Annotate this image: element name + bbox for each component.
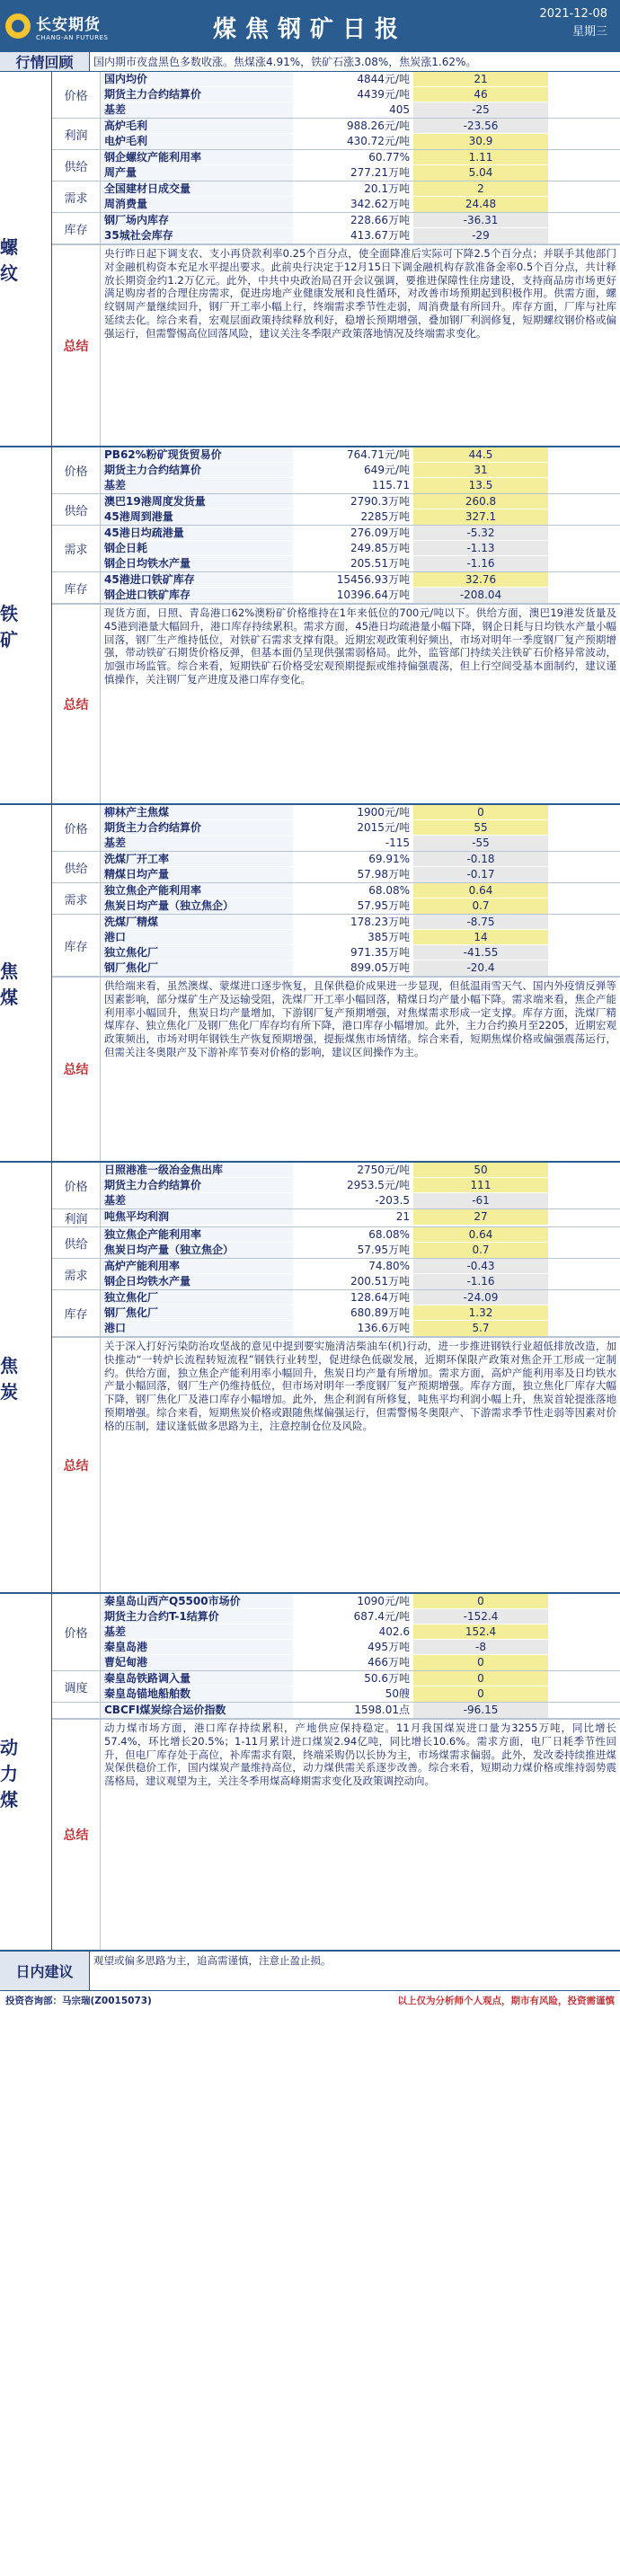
metric-value: 74.80% <box>293 1259 413 1273</box>
metric-name: 35城社会库存 <box>101 228 293 243</box>
metric-value: 764.71元/吨 <box>293 447 413 462</box>
metric-change: 0 <box>413 805 548 819</box>
metric-change: 5.7 <box>413 1321 548 1336</box>
metric-row <box>101 463 620 478</box>
metric-row <box>101 447 620 463</box>
metric-value: 276.09万吨 <box>293 526 413 540</box>
metric-value: -115 <box>293 836 413 851</box>
metric-row <box>101 134 620 149</box>
metric-row <box>101 1640 620 1655</box>
metric-name: 高炉毛利 <box>101 119 293 133</box>
metric-group <box>52 181 620 213</box>
section-summary <box>52 604 620 803</box>
metric-change: 1.32 <box>413 1306 548 1320</box>
metric-value: 342.62万吨 <box>293 197 413 212</box>
metric-group <box>52 1594 620 1671</box>
metric-change: 32.76 <box>413 572 548 587</box>
metric-row <box>101 805 620 820</box>
market-review-label: 行情回顾 <box>0 52 90 71</box>
metric-group <box>52 1703 620 1719</box>
metric-change: -25 <box>413 102 548 118</box>
metric-category: 需求 <box>52 181 101 212</box>
metric-value: 228.66万吨 <box>293 213 413 227</box>
metric-name: 钢企日均铁水产量 <box>101 556 293 571</box>
metric-value: -203.5 <box>293 1193 413 1208</box>
metric-row <box>101 1624 620 1640</box>
metric-change: 152.4 <box>413 1624 548 1639</box>
metric-change: 46 <box>413 87 548 102</box>
metric-name: 钢厂场内库存 <box>101 213 293 227</box>
metric-change: -96.15 <box>413 1703 548 1718</box>
metric-value: 178.23万吨 <box>293 915 413 929</box>
metric-row <box>101 526 620 541</box>
metric-change: -20.4 <box>413 960 548 976</box>
metric-name: 焦炭日均产量（独立焦企） <box>101 899 293 914</box>
metric-name: 独立焦化厂 <box>101 945 293 960</box>
metric-name: 焦炭日均产量（独立焦企） <box>101 1243 293 1258</box>
metric-change: 111 <box>413 1178 548 1192</box>
metric-name: 曹妃甸港 <box>101 1655 293 1670</box>
metric-value: 200.51万吨 <box>293 1274 413 1289</box>
logo-name-cn: 长安期货 <box>36 15 101 34</box>
metric-change: 0 <box>413 1594 548 1608</box>
metric-value: 57.95万吨 <box>293 1243 413 1258</box>
metric-name: 钢厂焦化厂 <box>101 1306 293 1320</box>
summary-label: 总结 <box>52 978 101 1161</box>
metric-name: 基差 <box>101 102 293 118</box>
metric-group <box>52 526 620 572</box>
metric-row <box>101 820 620 836</box>
metric-value: 430.72元/吨 <box>293 134 413 149</box>
metric-group <box>52 1671 620 1703</box>
metric-row <box>101 915 620 930</box>
metric-row <box>101 1306 620 1321</box>
metric-name: 秦皇岛山西产Q5500市场价 <box>101 1594 293 1608</box>
metric-name: 钢企日耗 <box>101 541 293 555</box>
metric-change: -1.16 <box>413 556 548 571</box>
metric-name: 独立焦化厂 <box>101 1290 293 1305</box>
metric-value: 205.51万吨 <box>293 556 413 571</box>
section-name: 动力煤 <box>0 1594 52 1950</box>
metric-value: 413.67万吨 <box>293 228 413 243</box>
summary-label: 总结 <box>52 605 101 803</box>
metric-group <box>52 1227 620 1259</box>
metric-value: 649元/吨 <box>293 463 413 477</box>
summary-label: 总结 <box>52 245 101 446</box>
metric-value: 68.08% <box>293 883 413 898</box>
metric-change: 0 <box>413 1671 548 1686</box>
metric-row <box>101 960 620 976</box>
intraday-advice <box>0 1952 620 1991</box>
metric-row <box>101 102 620 118</box>
report-footer <box>0 1991 620 2010</box>
metric-row <box>101 1163 620 1178</box>
metric-category: 供给 <box>52 150 101 181</box>
metric-row <box>101 867 620 882</box>
metric-row <box>101 213 620 228</box>
metric-category: 价格 <box>52 1163 101 1208</box>
section-4 <box>0 1594 620 1952</box>
metric-change: 44.5 <box>413 447 548 462</box>
metric-row <box>101 1594 620 1609</box>
summary-text: 供给端来看，虽然澳煤、蒙煤进口逐步恢复，且保供稳价成果进一步显现，但低温雨雪天气、国内外疫情反弹等因素影响，部分煤矿生产及运输受阻，洗煤厂开工率小幅回落，精煤日均产量小幅下降。需求端来看，焦企产能利用率小幅回升，焦炭日均产量增加，下游钢厂复产预期增强，对焦煤需求形成一定支撑。库存方面，洗煤厂精煤库存、独立焦化厂及钢厂焦化厂库存均有所下降，港口库存小幅增加。此外，主力合约换月至2205，近期宏观政策频出，市场对明年钢铁生产恢复预期增强，提振煤焦市场情绪。综合来看，短期焦煤价格或偏强震荡运行，但需关注冬奥限产及下游补库节奏对价格的影响，建议区间操作为主。 <box>104 979 616 1058</box>
metric-name: 洗煤厂开工率 <box>101 852 293 866</box>
metric-row <box>101 1209 620 1225</box>
metric-category: 价格 <box>52 1594 101 1670</box>
metric-name: 港口 <box>101 1321 293 1336</box>
logo-name-en: CHANG-AN FUTURES <box>36 33 109 41</box>
section-body <box>52 1594 620 1950</box>
risk-disclaimer: 以上仅为分析师个人观点，期市有风险，投资需谨慎 <box>397 1996 615 2006</box>
metric-group <box>52 852 620 883</box>
metric-name: 电炉毛利 <box>101 134 293 149</box>
metric-name: 45港日均疏港量 <box>101 526 293 540</box>
metric-value: 60.77% <box>293 150 413 164</box>
metric-row <box>101 541 620 556</box>
metric-value: 136.6万吨 <box>293 1321 413 1336</box>
metric-value: 385万吨 <box>293 930 413 944</box>
intraday-advice-label: 日内建议 <box>0 1952 90 1990</box>
metric-row <box>101 509 620 525</box>
market-review-text: 国内期市夜盘黑色多数收涨。焦煤涨4.91%，铁矿石涨3.08%，焦炭涨1.62%。 <box>93 56 477 68</box>
metric-name: 基差 <box>101 1624 293 1639</box>
metric-row <box>101 181 620 197</box>
metric-category: 调度 <box>52 1671 101 1702</box>
metric-group <box>52 447 620 494</box>
metric-name: 45港周到港量 <box>101 509 293 525</box>
metric-group <box>52 572 620 604</box>
metric-name: 45港进口铁矿库存 <box>101 572 293 587</box>
metric-group <box>52 1163 620 1209</box>
metric-group <box>52 119 620 150</box>
metric-name: 周产量 <box>101 165 293 181</box>
metric-change: 1.11 <box>413 150 548 164</box>
metric-row <box>101 1671 620 1686</box>
metric-value: 1900元/吨 <box>293 805 413 819</box>
metric-name: 期货主力合约结算价 <box>101 87 293 102</box>
metric-name: 国内均价 <box>101 72 293 86</box>
metric-category: 需求 <box>52 883 101 914</box>
section-2 <box>0 805 620 1163</box>
metric-row <box>101 572 620 588</box>
metric-row <box>101 1686 620 1702</box>
metric-change: -1.16 <box>413 1274 548 1289</box>
metric-change: -36.31 <box>413 213 548 227</box>
metric-name: 洗煤厂精煤 <box>101 915 293 929</box>
metric-category: 库存 <box>52 1290 101 1336</box>
metric-category: 库存 <box>52 915 101 976</box>
metric-group <box>52 805 620 852</box>
metric-row <box>101 899 620 914</box>
metric-row <box>101 930 620 945</box>
metric-row <box>101 1703 620 1718</box>
metric-value: 50.6万吨 <box>293 1671 413 1686</box>
metric-change: 260.8 <box>413 494 548 509</box>
metric-change: 24.48 <box>413 197 548 212</box>
metric-name: 钢厂焦化厂 <box>101 960 293 976</box>
section-summary <box>52 244 620 446</box>
metric-name: 期货主力合约结算价 <box>101 1178 293 1192</box>
metric-value: 2953.5元/吨 <box>293 1178 413 1192</box>
section-name: 焦煤 <box>0 805 52 1161</box>
metric-value: 1598.01点 <box>293 1703 413 1718</box>
metric-row <box>101 1243 620 1258</box>
section-1 <box>0 447 620 805</box>
metric-value: 466万吨 <box>293 1655 413 1670</box>
metric-group <box>52 883 620 915</box>
metric-name: 基差 <box>101 478 293 493</box>
metric-category: 库存 <box>52 213 101 243</box>
metric-row <box>101 1259 620 1274</box>
metric-change: -0.18 <box>413 852 548 866</box>
market-review <box>0 52 620 72</box>
metric-value: 402.6 <box>293 1624 413 1639</box>
metric-value: 15456.93万吨 <box>293 572 413 587</box>
metric-name: 基差 <box>101 836 293 851</box>
metric-name: 基差 <box>101 1193 293 1208</box>
section-name: 铁矿 <box>0 447 52 803</box>
section-body <box>52 72 620 446</box>
metric-name: 期货主力合约结算价 <box>101 820 293 835</box>
metric-row <box>101 228 620 243</box>
summary-text: 关于深入打好污染防治攻坚战的意见中提到要实施清洁柴油车(机)行动，进一步推进钢铁行业超低排放改造，加快推动“一转炉长流程转短流程”钢铁行业转型，促进绿色低碳发展，近期环保限产政策对焦企开工形成一定制约。供给方面，独立焦企产能利用率小幅回升，焦炭日均产量有所增加。需求方面，高炉产能利用率及日均铁水产量小幅回落，钢厂生产仍维持低位，但市场对明年一季度钢厂复产预期增强。库存方面，独立焦化厂库存大幅下降，钢厂焦化厂及港口库存小幅增加。此外，焦企利润有所修复，吨焦平均利润小幅上升，焦炭首轮提涨落地预期增强。综合来看，短期焦炭价格或跟随焦煤偏强运行，但需警惕冬奥限产、下游需求季节性走弱等因素对价格的压制，建议逢低做多思路为主，注意控制仓位及风险。 <box>104 1340 616 1432</box>
metric-row <box>101 1655 620 1670</box>
metric-category: 供给 <box>52 852 101 882</box>
metric-value: 687.4元/吨 <box>293 1609 413 1624</box>
section-body <box>52 1163 620 1592</box>
metric-value: 2750元/吨 <box>293 1163 413 1177</box>
metric-name: 钢企螺纹产能利用率 <box>101 150 293 164</box>
metric-value: 2015元/吨 <box>293 820 413 835</box>
metric-value: 68.08% <box>293 1227 413 1242</box>
metric-value: 495万吨 <box>293 1640 413 1654</box>
metric-value: 405 <box>293 102 413 118</box>
commodity-sections <box>0 72 620 1952</box>
metric-name: 周消费量 <box>101 197 293 212</box>
metric-change: 5.04 <box>413 165 548 181</box>
metric-change: 0 <box>413 1686 548 1702</box>
metric-group <box>52 72 620 119</box>
summary-label: 总结 <box>52 1338 101 1592</box>
metric-value: 2285万吨 <box>293 509 413 525</box>
report-date: 2021-12-08 <box>539 7 607 21</box>
metric-change: 30.9 <box>413 134 548 149</box>
metric-name: 日照港准一级冶金焦出库 <box>101 1163 293 1177</box>
metric-row <box>101 556 620 571</box>
metric-name: 钢企进口铁矿库存 <box>101 588 293 603</box>
metric-name: 秦皇岛铁路调入量 <box>101 1671 293 1686</box>
metric-name: 独立焦企产能利用率 <box>101 883 293 898</box>
metric-row <box>101 165 620 181</box>
metric-category: 利润 <box>52 119 101 149</box>
metric-row <box>101 1227 620 1243</box>
metric-name: 柳林产主焦煤 <box>101 805 293 819</box>
metric-value: 1090元/吨 <box>293 1594 413 1608</box>
metric-value: 115.71 <box>293 478 413 493</box>
metric-row <box>101 588 620 603</box>
metric-row <box>101 72 620 87</box>
metric-name: 期货主力合约T-1结算价 <box>101 1609 293 1624</box>
metric-change: 2 <box>413 181 548 196</box>
metric-change: -23.56 <box>413 119 548 133</box>
metric-change: 0.7 <box>413 1243 548 1258</box>
metric-change: 327.1 <box>413 509 548 525</box>
metric-name: CBCFI煤炭综合运价指数 <box>101 1703 293 1718</box>
metric-group <box>52 915 620 977</box>
metric-name: 秦皇岛港 <box>101 1640 293 1654</box>
metric-value: 2790.3万吨 <box>293 494 413 509</box>
metric-group <box>52 1209 620 1227</box>
metric-value: 971.35万吨 <box>293 945 413 960</box>
metric-category: 供给 <box>52 1227 101 1258</box>
metric-change: 27 <box>413 1209 548 1225</box>
summary-text: 央行昨日起下调支农、支小再贷款利率0.25个百分点，使全面降准后实际可下降2.5个百分点；并联手其他部门对金融机构资本充足水平提出要求。此前央行决定于12月15日下调金融机构存款准备金率0.5个百分点，共计释放长期资金约1.2万亿元。此外，中共中央政治局召开会议强调，要推进保障性住房建设，支持商品房市场更好满足购房者的合理住房需求，促进房地产业健康发展和良性循环，对改善市场预期起到积极作用。供需方面，螺纹钢周产量继续回升，钢厂开工率小幅上行，终端需求季节性走弱，周消费量有所回升。库存方面，厂库与社库延续去化。综合来看，宏观层面政策持续释放利好，稳增长预期增强，叠加钢厂利润修复，短期螺纹钢价格或偏强运行，但需警惕高位回落风险，建议关注冬季限产政策落地情况及终端需求变化。 <box>104 247 616 340</box>
section-0 <box>0 72 620 447</box>
metric-name: 钢企日均铁水产量 <box>101 1274 293 1289</box>
metric-value: 10396.64万吨 <box>293 588 413 603</box>
metric-row <box>101 1609 620 1624</box>
summary-label: 总结 <box>52 1720 101 1950</box>
metric-group <box>52 1259 620 1290</box>
metric-change: -61 <box>413 1193 548 1208</box>
metric-row <box>101 478 620 493</box>
metric-change: 13.5 <box>413 478 548 493</box>
metric-value: 249.85万吨 <box>293 541 413 555</box>
metric-category: 需求 <box>52 1259 101 1289</box>
metric-change: -8.75 <box>413 915 548 929</box>
metric-row <box>101 87 620 102</box>
metric-change: 0.7 <box>413 899 548 914</box>
summary-text: 动力煤市场方面，港口库存持续累积，产地供应保持稳定。11月我国煤炭进口量为3255万吨，同比增长57.4%，环比增长20.5%；1-11月累计进口煤炭2.94亿吨，同比增长10.6%。需求方面，电厂日耗季节性回升，但电厂库存处于高位，补库需求有限，终端采购仍以长协为主，市场煤需求偏弱。此外，发改委持续推进煤炭保供稳价工作，国内煤炭产量维持高位，动力煤供需关系逐步改善。综合来看，短期动力煤价格或维持弱势震荡格局，建议观望为主，关注冬季用煤高峰期需求变化及政策调控动向。 <box>104 1722 616 1788</box>
summary-text: 现货方面，日照、青岛港口62%澳粉矿价格维持在1年来低位的700元/吨以下。供给方面，澳巴19港发货量及45港到港量大幅回升，港口库存持续累积。需求方面，45港日均疏港量小幅下降，钢企日耗与日均铁水产量小幅回落，钢厂生产维持低位，对铁矿石需求支撑有限。近期宏观政策利好频出，市场对明年一季度钢厂复产预期增强，带动铁矿石期货价格反弹，但基本面仍呈现供强需弱格局。此外，监管部门持续关注铁矿石价格异常波动，加强市场监管。综合来看，短期铁矿石价格受宏观预期提振或维持偏强震荡，但上行空间受基本面制约，建议谨慎操作，关注钢厂复产进度及港口库存变化。 <box>104 606 616 686</box>
section-summary <box>52 1719 620 1950</box>
metric-value: 988.26元/吨 <box>293 119 413 133</box>
metric-name: 吨焦平均利润 <box>101 1209 293 1225</box>
metric-name: 高炉产能利用率 <box>101 1259 293 1273</box>
section-summary <box>52 977 620 1161</box>
metric-change: -29 <box>413 228 548 243</box>
metric-category: 价格 <box>52 72 101 118</box>
metric-change: -41.55 <box>413 945 548 960</box>
report-date-block <box>539 5 607 41</box>
intraday-advice-text: 观望或偏多思路为主，追高需谨慎，注意止盈止损。 <box>93 1954 332 1967</box>
metric-category: 利润 <box>52 1209 101 1226</box>
metric-change: -0.17 <box>413 867 548 882</box>
metric-row <box>101 494 620 509</box>
metric-group <box>52 213 620 244</box>
section-3 <box>0 1163 620 1594</box>
metric-row <box>101 1321 620 1336</box>
report-weekday: 星期三 <box>571 25 607 39</box>
metric-name: 精煤日均产量 <box>101 867 293 882</box>
metric-name: 澳巴19港周度发货量 <box>101 494 293 509</box>
metric-name: 港口 <box>101 930 293 944</box>
metric-change: -8 <box>413 1640 548 1654</box>
metric-change: -0.43 <box>413 1259 548 1273</box>
metric-category: 库存 <box>52 572 101 603</box>
metric-row <box>101 1178 620 1193</box>
metric-value: 50艘 <box>293 1686 413 1702</box>
metric-value: 899.05万吨 <box>293 960 413 976</box>
metric-change: 0.64 <box>413 1227 548 1242</box>
metric-name: 期货主力合约结算价 <box>101 463 293 477</box>
metric-category: 供给 <box>52 494 101 525</box>
metric-value: 57.95万吨 <box>293 899 413 914</box>
metric-value: 128.64万吨 <box>293 1290 413 1305</box>
metric-group <box>52 150 620 181</box>
section-name: 焦炭 <box>0 1163 52 1592</box>
metric-change: 14 <box>413 930 548 944</box>
metric-change: -208.04 <box>413 588 548 603</box>
metric-value: 21 <box>293 1209 413 1225</box>
metric-category: 价格 <box>52 805 101 851</box>
metric-group <box>52 494 620 526</box>
metric-change: -1.13 <box>413 541 548 555</box>
metric-row <box>101 852 620 867</box>
section-body <box>52 805 620 1161</box>
metric-group <box>52 1290 620 1337</box>
metric-change: 55 <box>413 820 548 835</box>
metric-change: -24.09 <box>413 1290 548 1305</box>
metric-row <box>101 883 620 899</box>
metric-name: 秦皇岛锚地船舶数 <box>101 1686 293 1702</box>
metric-category <box>52 1703 101 1718</box>
metric-change: 21 <box>413 72 548 86</box>
metric-change: 31 <box>413 463 548 477</box>
metric-value: 20.1万吨 <box>293 181 413 196</box>
metric-change: -5.32 <box>413 526 548 540</box>
metric-change: 50 <box>413 1163 548 1177</box>
analyst-credit: 投资咨询部：马宗瑞(Z0015073) <box>5 1996 152 2006</box>
metric-row <box>101 945 620 960</box>
metric-row <box>101 150 620 165</box>
metric-value: 57.98万吨 <box>293 867 413 882</box>
metric-change: 0 <box>413 1655 548 1670</box>
section-name: 螺纹 <box>0 72 52 446</box>
metric-row <box>101 1193 620 1208</box>
metric-name: PB62%粉矿现货贸易价 <box>101 447 293 462</box>
metric-row <box>101 836 620 851</box>
section-body <box>52 447 620 803</box>
metric-row <box>101 1274 620 1289</box>
section-summary <box>52 1337 620 1592</box>
metric-change: -55 <box>413 836 548 851</box>
metric-row <box>101 119 620 134</box>
report-header <box>0 0 620 52</box>
metric-change: -152.4 <box>413 1609 548 1624</box>
metric-row <box>101 1290 620 1306</box>
metric-value: 4439元/吨 <box>293 87 413 102</box>
report-title: 煤焦钢矿日报 <box>212 16 407 43</box>
metric-value: 69.91% <box>293 852 413 866</box>
metric-change: 0.64 <box>413 883 548 898</box>
metric-category: 价格 <box>52 447 101 493</box>
metric-name: 全国建材日成交量 <box>101 181 293 196</box>
metric-value: 277.21万吨 <box>293 165 413 181</box>
metric-category: 需求 <box>52 526 101 571</box>
metric-name: 独立焦企产能利用率 <box>101 1227 293 1242</box>
metric-row <box>101 197 620 212</box>
metric-value: 680.89万吨 <box>293 1306 413 1320</box>
metric-value: 4844元/吨 <box>293 72 413 86</box>
